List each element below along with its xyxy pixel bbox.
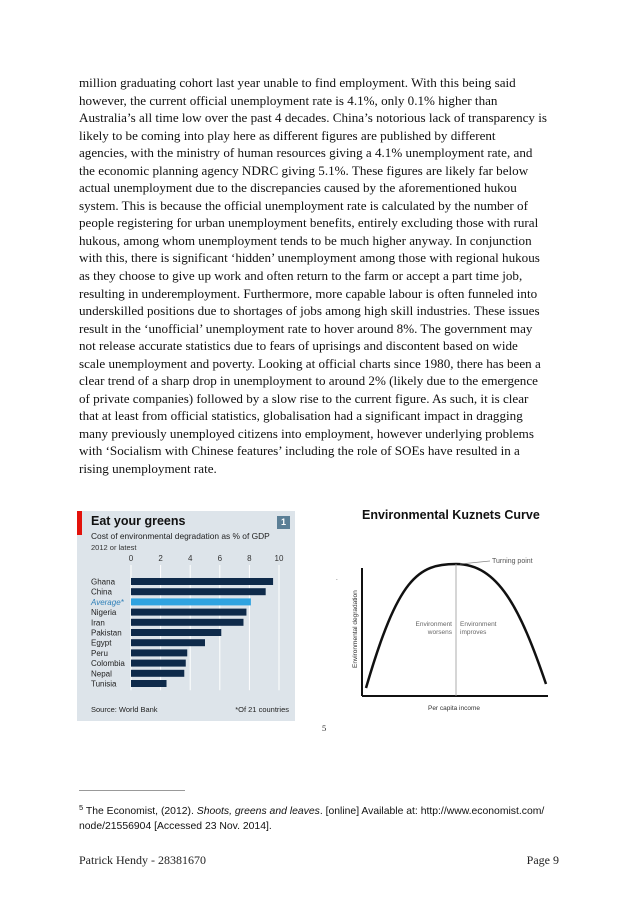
bar-egypt [131,639,205,646]
bar-colombia [131,660,186,667]
category-label: Nepal [91,669,112,679]
x-tick-label: 0 [128,554,134,563]
body-line: scale unemployment and poverty. Looking at official charts since 1980, there has been a [79,355,541,371]
turning-point-label: Turning point [492,558,533,565]
body-line: however, the current official unemployment rate is 4.1%, only 0.1% higher than [79,92,498,108]
body-line: of private companies) followed by a slow rise to the current figure. As such, it is clear [79,390,529,406]
bar-chart-plot [77,511,295,721]
x-tick-label: 8 [247,554,252,563]
bar-iran [131,619,243,626]
bar-china [131,588,266,595]
category-label: Colombia [91,659,125,669]
x-tick-label: 10 [274,554,284,563]
body-line: as they choose to give up work and often return to the farm or accept a part time job, [79,268,523,284]
figure-footnote-ref: 5 [322,723,327,733]
body-line: likely to be coming into play here as different figures are published by different [79,127,496,143]
body-line: result in the ‘unofficial’ unemployment rate to hover around 8%. The government may [79,320,533,336]
footer-author: Patrick Hendy - 28381670 [79,853,206,867]
body-line: that at least from official statistics, globalisation had a significant impact in dragging [79,408,523,424]
footnote-post: . [online] Available at: http://www.economist.com/ [319,806,545,817]
bar-nepal [131,670,184,677]
category-label: Ghana [91,577,116,587]
category-label: Iran [91,618,105,628]
footnote-divider [79,790,185,791]
turning-point-leader [460,561,490,564]
category-label: Nigeria [91,608,117,618]
chart-title: Eat your greens [91,514,186,528]
category-label: China [91,587,112,597]
body-paragraph [79,74,569,478]
footnote-number: 5 [79,803,84,812]
body-line: rising unemployment rate. [79,461,217,477]
category-label: Average* [91,597,124,607]
body-line: resulting in underemployment. Furthermore, more capable labour is often funneled into [79,285,538,301]
category-label: Egypt [91,638,112,648]
body-line: clear trend of a sharp drop in unemployment to around 2% (likely due to the emergence [79,373,538,389]
body-line: underskilled positions due to shortages of jobs among high skill industries. These issues [79,303,540,319]
body-line: agencies, with the ministry of human resources giving a 4.1% unemployment rate, and [79,145,533,161]
bar-peru [131,649,187,656]
environment-worsens-label: Environment worsens [415,621,452,636]
footnote-title: Shoots, greens and leaves [196,806,320,817]
body-line: with this, there is significant ‘hidden’ unemployment among those with regional hukous [79,250,540,266]
body-line: people registering for urban unemployment benefits, entirely excluding those with rural [79,215,539,231]
bar-average [131,598,251,605]
chart-subtitle: Cost of environmental degradation as % of GDP [91,531,270,541]
body-line: the economic planning agency NDRC giving 5.1%. These figures are likely far below [79,162,529,178]
category-label: Pakistan [91,628,122,638]
stray-mark: . [336,574,338,582]
footer-page-number: Page 9 [526,853,559,867]
chart-number-badge: 1 [277,516,290,529]
bar-nigeria [131,609,246,616]
body-line: not release accurate statistics due to fears of uprisings and discontent based on wide [79,338,518,354]
footnote-pre: The Economist, (2012). [83,806,197,817]
x-tick-label: 2 [158,554,163,563]
body-line: many previously unemployed citizens into employment, however underlying problems [79,425,534,441]
kuznets-curve-chart [348,548,554,718]
body-line: actual unemployment due to the discrepancies caused by the aforementioned hukou [79,180,517,196]
body-line: Australia’s all time low over the past 4 decades. China’s notorious lack of transparency is [79,110,547,126]
economist-bar-chart [77,511,295,721]
environment-improves-label: Environment improves [460,621,497,636]
x-tick-label: 6 [217,554,223,563]
category-label: Tunisia [91,679,117,689]
x-tick-label: 4 [187,554,193,563]
bar-ghana [131,578,273,585]
x-axis-label: Per capita income [427,705,481,712]
body-line: million graduating cohort last year unable to find employment. With this being said [79,75,516,90]
bar-pakistan [131,629,221,636]
chart-subtitle-year: 2012 or latest [91,543,137,552]
footnote-line2: node/21556904 [Accessed 23 Nov. 2014]. [79,821,272,832]
body-line: hukous, among whom unemployment tends to be much higher anyway. In conjunction [79,232,532,248]
category-label: Peru [91,648,108,658]
bar-tunisia [131,680,167,687]
body-line: with ‘Socialism with Chinese features’ including the role of SOEs have resulted in a [79,443,520,459]
body-line: system. This is because the official unemployment rate is calculated by the number of [79,197,528,213]
y-axis-label: Environmental degradation [352,590,359,668]
footnote [79,800,569,834]
kuznets-title: Environmental Kuznets Curve [362,508,540,522]
chart-source: Source: World Bank [91,705,158,714]
chart-note: *Of 21 countries [235,705,289,714]
